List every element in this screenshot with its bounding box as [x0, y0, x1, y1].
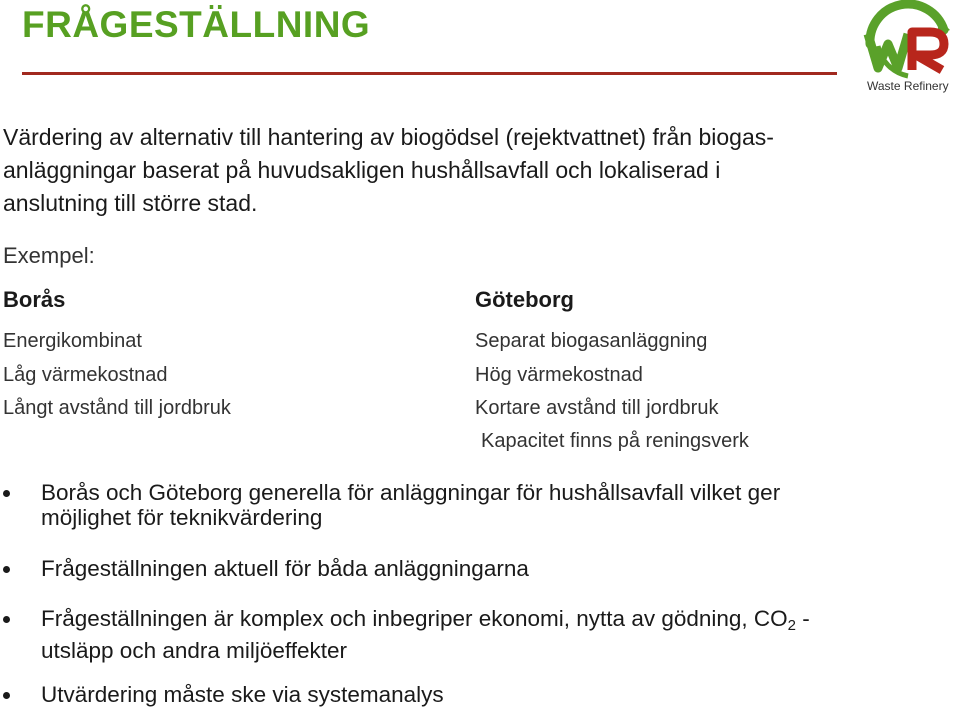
- example-label: Exempel:: [3, 243, 95, 268]
- goteborg-item: Separat biogasanläggning: [475, 330, 708, 352]
- goteborg-item: Hög värmekostnad: [475, 364, 643, 386]
- intro-line: anläggningar baserat på huvudsakligen hushållsavfall och lokaliserad i: [3, 157, 721, 183]
- bullet-dot: [3, 566, 10, 573]
- goteborg-heading: Göteborg: [475, 287, 574, 312]
- bullet-line: Utvärdering måste ske via systemanalys: [41, 682, 444, 707]
- intro-line: Värdering av alternativ till hantering av biogödsel (rejektvattnet) från biogas-: [3, 124, 774, 150]
- bullet-text: [41, 682, 941, 707]
- intro-paragraph: [3, 121, 903, 220]
- bullet-text: [41, 606, 941, 663]
- bullet-line: Frågeställningen aktuell för båda anläggningarna: [41, 556, 529, 581]
- bullet-line-part: -: [796, 606, 810, 631]
- bullet-line: Borås och Göteborg generella för anläggningar för hushållsavfall vilket ger: [41, 480, 781, 505]
- bullet-line: möjlighet för teknikvärdering: [41, 505, 323, 530]
- goteborg-item: Kortare avstånd till jordbruk: [475, 397, 719, 419]
- title-underline: [22, 72, 837, 75]
- goteborg-item: Kapacitet finns på reningsverk: [481, 430, 749, 452]
- boras-item: Långt avstånd till jordbruk: [3, 397, 231, 419]
- bullet-dot: [3, 692, 10, 699]
- intro-line: anslutning till större stad.: [3, 190, 258, 216]
- logo-caption: Waste Refinery: [867, 79, 949, 93]
- page-title: FRÅGESTÄLLNING: [22, 4, 371, 45]
- bullet-line-part: Frågeställningen är komplex och inbegriper ekonomi, nytta av gödning, CO: [41, 606, 788, 631]
- bullet-dot: [3, 616, 10, 623]
- bullet-text: [41, 556, 941, 581]
- co2-subscript: 2: [787, 617, 797, 634]
- bullet-dot: [3, 490, 10, 497]
- bullet-line: utsläpp och andra miljöeffekter: [41, 638, 348, 663]
- boras-item: Låg värmekostnad: [3, 364, 168, 386]
- boras-item: Energikombinat: [3, 330, 142, 352]
- bullet-text: [41, 480, 941, 530]
- bullet-line: [41, 606, 941, 638]
- boras-heading: Borås: [3, 287, 66, 312]
